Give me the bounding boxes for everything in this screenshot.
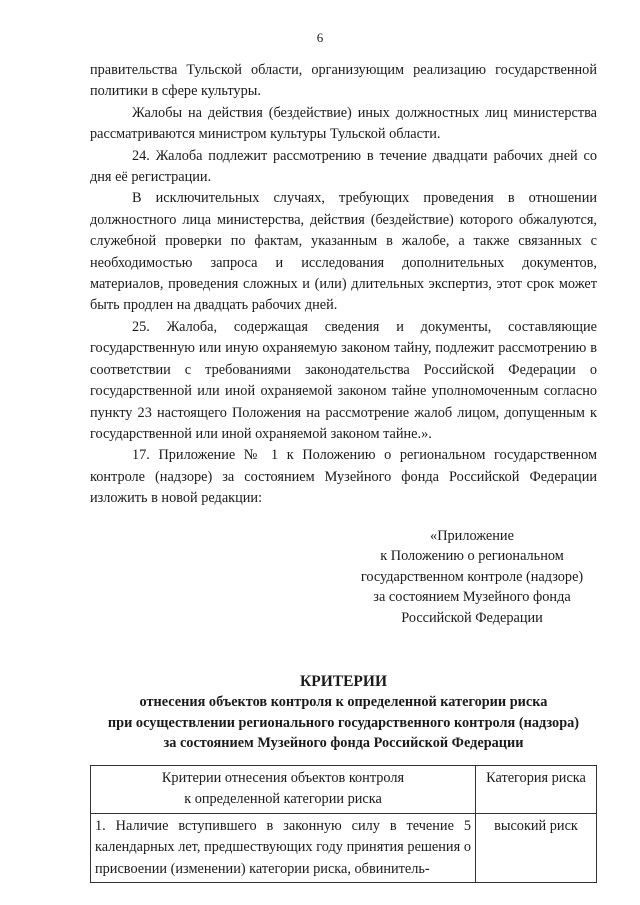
table-row bbox=[91, 813, 597, 882]
paragraph: Жалобы на действия (бездействие) иных должностных лиц министерства рассматриваются министром культуры Тульской области. bbox=[90, 104, 597, 143]
criteria-table bbox=[90, 765, 597, 883]
header-cell-line: к определенной категории риска bbox=[184, 791, 382, 808]
page-number: 6 bbox=[316, 30, 324, 45]
criteria-title-line: при осуществлении регионального государственного контроля (надзора) bbox=[107, 714, 580, 731]
paragraph: 24. Жалоба подлежит рассмотрению в течение двадцати рабочих дней со дня её регистрации. bbox=[90, 147, 597, 186]
criteria-title bbox=[90, 672, 597, 754]
header-cell-line: Критерии отнесения объектов контроля bbox=[161, 769, 405, 786]
risk-cell: высокий риск bbox=[476, 813, 597, 882]
annex-line: за состоянием Музейного фонда bbox=[373, 589, 571, 606]
annex-line: государственном контроле (надзоре) bbox=[360, 568, 584, 585]
paragraph: В исключительных случаях, требующих проведения в отношении должностного лица министерства, действия (бездействие) которого обжалуются, служебной проверки по фактам, указанным в жалобе, а также связанных с необходимостью запроса и исследования дополнительных документов, материалов, проведения сложных и (или) длительных экспертиз, этот срок может быть продлен на двадцать рабочих дней. bbox=[90, 190, 597, 314]
document-body bbox=[90, 60, 597, 883]
annex-line: к Положению о региональном bbox=[380, 548, 564, 565]
annex-heading bbox=[347, 526, 597, 629]
criteria-title-main: КРИТЕРИИ bbox=[299, 672, 388, 690]
annex-line: Российской Федерации bbox=[401, 609, 543, 626]
annex-line: «Приложение bbox=[430, 527, 514, 544]
paragraph: 17. Приложение № 1 к Положению о региональном государственном контроле (надзоре) за состоянием Музейного фонда Российской Федерации изложить в новой редакции: bbox=[90, 447, 597, 507]
header-cell-risk: Категория риска bbox=[476, 765, 597, 813]
criteria-title-line: за состоянием Музейного фонда Российской Федерации bbox=[163, 735, 524, 752]
paragraph: 25. Жалоба, содержащая сведения и документы, составляющие государственную или иную охраняемую законом тайну, подлежит рассмотрению в соответствии с требованиями законодательства Российской Федерации о государственной или иной охраняемой законом тайне уполномоченным согласно пункту 23 настоящего Положения на рассмотрение жалоб лицом, допущенным к государственной или иной охраняемой законом тайне.». bbox=[90, 318, 597, 442]
criterion-cell: 1. Наличие вступившего в законную силу в течение 5 календарных лет, предшествующих году принятия решения о присвоении (изменении) категории риска, обвинитель- bbox=[91, 813, 476, 882]
table-header-row bbox=[91, 765, 597, 813]
criteria-title-line: отнесения объектов контроля к определенной категории риска bbox=[139, 694, 548, 711]
paragraph: правительства Тульской области, организующим реализацию государственной политики в сфере культуры. bbox=[90, 62, 597, 100]
header-cell-criteria bbox=[91, 765, 476, 813]
